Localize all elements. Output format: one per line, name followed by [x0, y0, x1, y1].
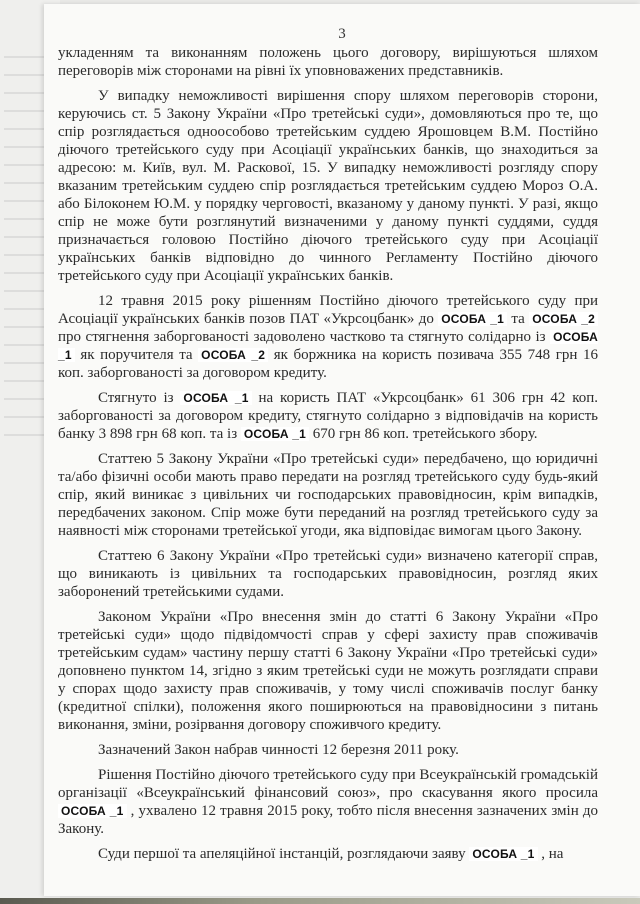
redacted-person-label: ОСОБА _2 [198, 348, 268, 362]
page-number: 3 [338, 26, 346, 42]
paragraph-text: укладенням та виконанням положень цього договору, вирішуються шляхом переговорів між сторонами на рівні їх уповноважених представників. [58, 45, 598, 79]
paragraph-text: як поручителя та [74, 347, 199, 363]
paragraph [58, 547, 598, 601]
redacted-person-label: ОСОБА _1 [180, 391, 251, 405]
paragraph-text: , на [537, 846, 564, 862]
paragraph-text: 670 грн 86 коп. третейського збору. [309, 426, 538, 442]
paragraph [58, 450, 598, 540]
paragraph [58, 766, 598, 838]
paragraph-text: Рішення Постійно діючого третейського суду при Всеукраїнській громадській організації «Всеукраїнський фінансовий союз», про скасування якого просила [58, 767, 598, 801]
paragraph [58, 44, 598, 80]
paragraph [58, 608, 598, 734]
document-body [58, 44, 598, 870]
paragraph-text: Суди першої та апеляційної інстанцій, розглядаючи заяву [98, 846, 470, 862]
redacted-person-label: ОСОБА _1 [58, 804, 127, 818]
paragraph [58, 741, 598, 759]
paragraph-text: , ухвалено 12 травня 2015 року, тобто після внесення зазначених змін до Закону. [58, 803, 599, 837]
paragraph-text: Статтею 5 Закону України «Про третейські суди» передбачено, що юридичні та/або фізичні особи мають право передати на розгляд третейського суду будь-який спір, який виникає з цивільних чи господарських правовідносин, крім випадків, передбачених законом. Спір може бути переданий на розгляд третейського суду за наявності між сторонами третейської угоди, яка відповідає вимогам цього Закону. [58, 451, 598, 539]
redacted-person-label: ОСОБА _1 [58, 330, 598, 362]
redacted-person-label: ОСОБА _1 [438, 312, 507, 326]
redacted-person-label: ОСОБА _1 [469, 847, 537, 861]
paragraph [58, 845, 598, 863]
redacted-person-label: ОСОБА _1 [241, 427, 309, 441]
paragraph [58, 389, 598, 443]
document-page [44, 4, 640, 896]
paragraph-text: 12 травня 2015 року рішенням Постійно діючого третейського суду при Асоціації українських банків позов ПАТ «Укрсоцбанк» до [58, 293, 598, 327]
paragraph-text: Стягнуто із [98, 390, 181, 406]
paragraph-text: на користь ПАТ «Укрсоцбанк» 61 306 грн 42 коп. заборгованості за договором кредиту, стягнуто солідарно з відповідачів на користь банку 3 898 грн 68 коп. та із [58, 390, 598, 442]
paragraph-text: та [507, 311, 530, 327]
redacted-person-label: ОСОБА _2 [529, 312, 598, 326]
scan-bottom-edge [0, 898, 640, 904]
paragraph [58, 87, 598, 285]
paragraph-text: Законом України «Про внесення змін до статті 6 Закону України «Про третейські суди» щодо підвідомчості справ у сфері захисту прав споживачів третейським судам» частину першу статті 6 Закону України «Про третейські суди» доповнено пунктом 14, згідно з яким третейські суди не можуть розглядати справи у спорах щодо захисту прав споживачів, у тому числі споживачів послуг банку (кредитної спілки), положення якого поширюються на правовідносини з питань виконання, зміни, розірвання договору споживчого кредиту. [58, 609, 598, 733]
paragraph-text: про стягнення заборгованості задоволено частково та стягнуто солідарно із [58, 329, 551, 345]
paragraph-text: Зазначений Закон набрав чинності 12 березня 2011 року. [98, 742, 459, 758]
paragraph [58, 292, 598, 382]
paragraph-text: Статтею 6 Закону України «Про третейські суди» визначено категорії справ, що виникають із цивільних та господарських правовідносин, розгляд яких заборонений третейськими судами. [58, 548, 598, 600]
paragraph-text: як боржника на користь позивача 355 748 грн 16 коп. заборгованості за договором кредиту. [58, 347, 598, 381]
paragraph-text: У випадку неможливості вирішення спору шляхом переговорів сторони, керуючись ст. 5 Закону України «Про третейські суди», домовляються про те, що спір розглядається одноособово третейським суддею Ярошовцем В.М. Постійно діючого третейського суду при Асоціації українських банків, що знаходиться за адресою: м. Київ, вул. М. Раскової, 15. У випадку неможливості розгляду спору вказаним третейським суддею спір розглядається третейським суддею Мороз О.А. або Білоконем Ю.М. у порядку черговості, вказаному у даному пункті. У разі, якщо спір не може бути розглянутий визначеними у даному пункті суддями, суддя призначається головою Постійно діючого третейського суду при Асоціації українських банків відповідно до чинного Регламенту Постійно діючого третейського суду при Асоціації українських банків. [58, 88, 598, 284]
